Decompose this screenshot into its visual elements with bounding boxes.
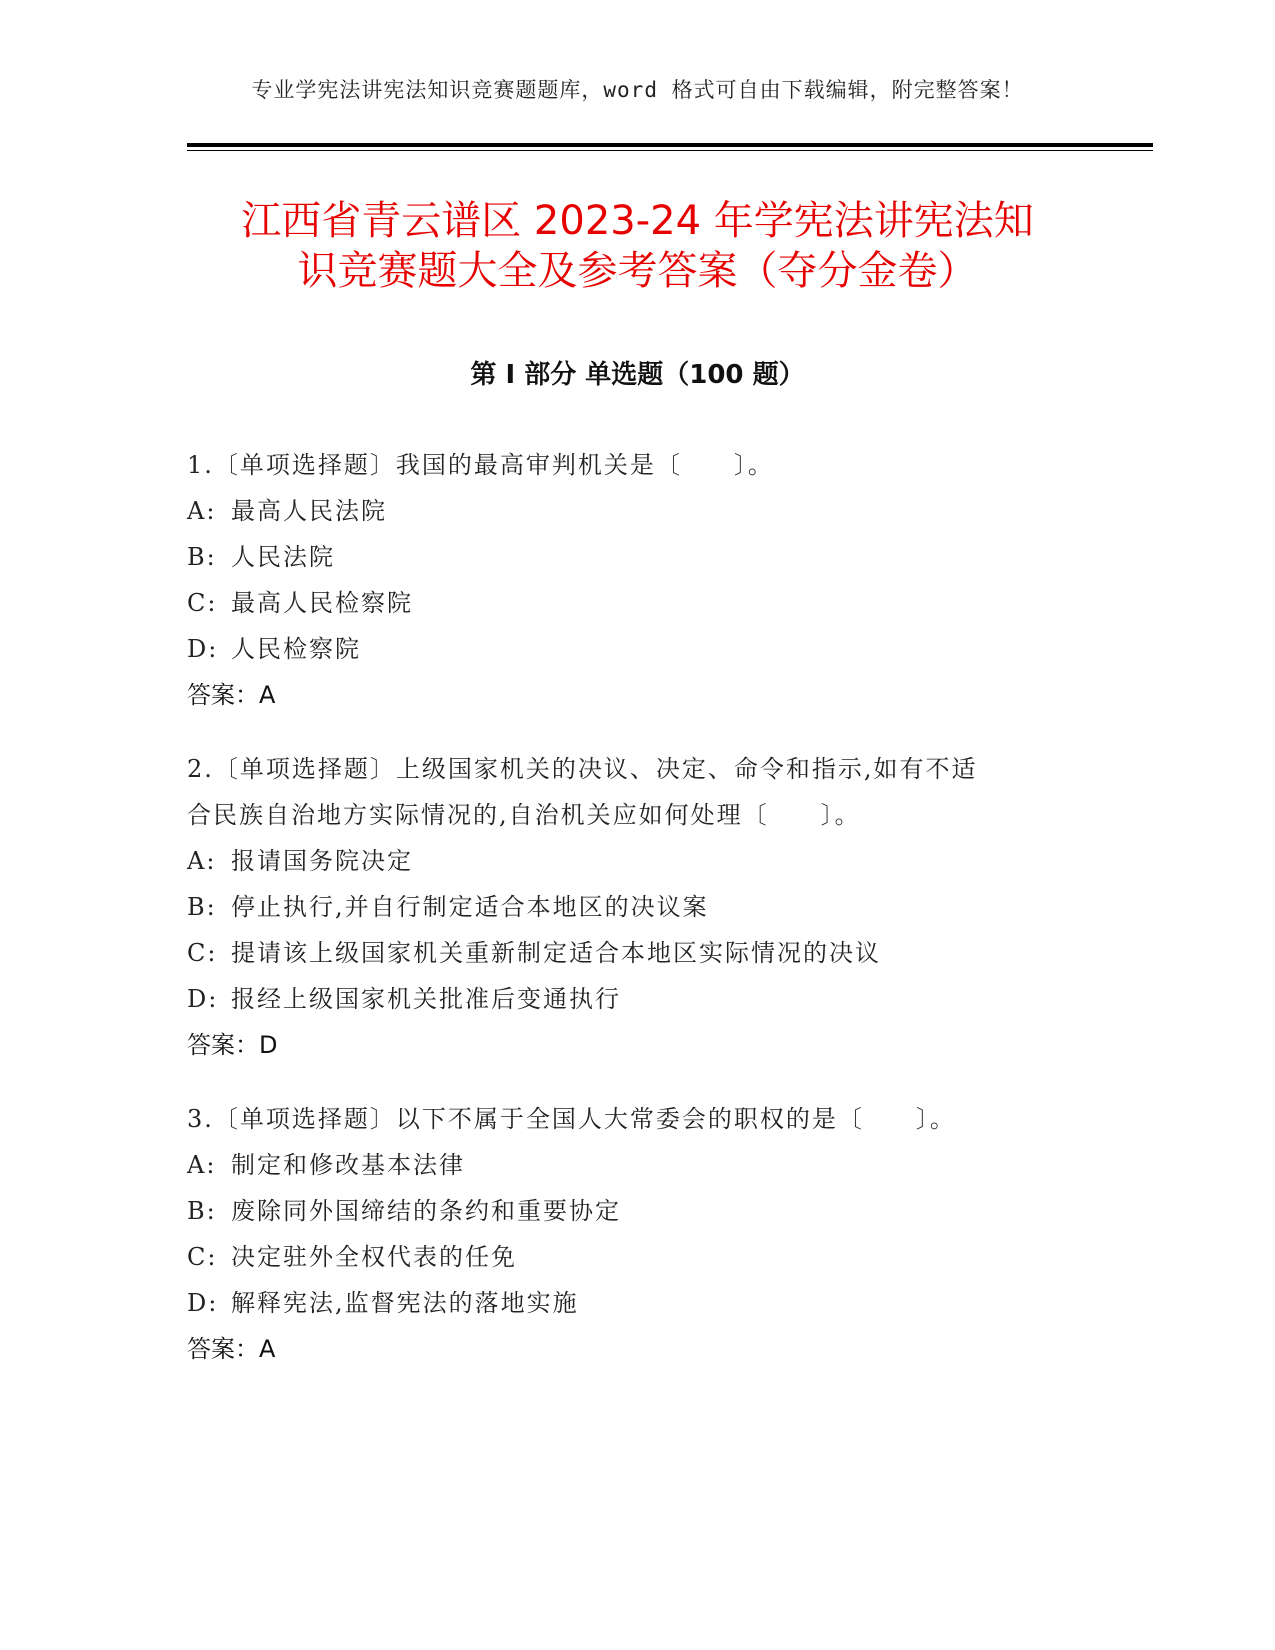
option-b: [187, 534, 1087, 580]
option-d: [187, 976, 1087, 1022]
option-c: [187, 1234, 1087, 1280]
document-title-line-1: 江西省青云谱区 2023-24 年学宪法讲宪法知: [241, 198, 1034, 244]
question-2: [187, 746, 1087, 1068]
option-d: [187, 626, 1087, 672]
option-letter: D:: [187, 1289, 219, 1317]
document-title-line-2: 识竞赛题大全及参考答案（夺分金卷）: [297, 248, 978, 294]
option-text: 最高人民法院: [231, 497, 387, 525]
option-text: 制定和修改基本法律: [231, 1151, 465, 1179]
option-letter: B:: [187, 1197, 217, 1225]
option-b: [187, 884, 1087, 930]
question-stem: 3.〔单项选择题〕以下不属于全国人大常委会的职权的是〔 〕。: [187, 1105, 956, 1133]
option-text: 解释宪法,监督宪法的落地实施: [231, 1289, 579, 1317]
option-text: 人民法院: [231, 543, 335, 571]
option-text: 报经上级国家机关批准后变通执行: [231, 985, 621, 1013]
option-a: [187, 1142, 1087, 1188]
option-letter: A:: [187, 847, 217, 875]
answer: 答案：A: [187, 1335, 276, 1363]
option-text: 废除同外国缔结的条约和重要协定: [231, 1197, 621, 1225]
question-stem: 1.〔单项选择题〕我国的最高审判机关是〔 〕。: [187, 451, 774, 479]
option-letter: D:: [187, 635, 219, 663]
option-letter: D:: [187, 985, 219, 1013]
option-a: [187, 488, 1087, 534]
option-text: 最高人民检察院: [231, 589, 413, 617]
document-title: [0, 196, 1275, 296]
question-1: [187, 442, 1087, 718]
option-letter: C:: [187, 1243, 218, 1271]
header-note: 专业学宪法讲宪法知识竞赛题题库，word 格式可自由下载编辑，附完整答案！: [251, 78, 1024, 102]
question-list: [187, 442, 1087, 1400]
option-letter: B:: [187, 543, 217, 571]
option-text: 人民检察院: [231, 635, 361, 663]
option-text: 报请国务院决定: [231, 847, 413, 875]
header-divider-thin: [187, 150, 1153, 151]
option-letter: C:: [187, 589, 218, 617]
header-divider-thick: [187, 143, 1153, 147]
answer: 答案：A: [187, 681, 276, 709]
option-text: 停止执行,并自行制定适合本地区的决议案: [231, 893, 709, 921]
section-title: 第 I 部分 单选题（100 题）: [470, 360, 805, 390]
option-letter: A:: [187, 497, 217, 525]
option-a: [187, 838, 1087, 884]
question-stem-continued: 合民族自治地方实际情况的,自治机关应如何处理〔 〕。: [187, 801, 861, 829]
option-c: [187, 580, 1087, 626]
option-text: 提请该上级国家机关重新制定适合本地区实际情况的决议: [231, 939, 881, 967]
answer: 答案：D: [187, 1031, 278, 1059]
option-letter: A:: [187, 1151, 217, 1179]
option-text: 决定驻外全权代表的任免: [231, 1243, 517, 1271]
question-3: [187, 1096, 1087, 1372]
option-letter: B:: [187, 893, 217, 921]
option-b: [187, 1188, 1087, 1234]
option-d: [187, 1280, 1087, 1326]
option-letter: C:: [187, 939, 218, 967]
option-c: [187, 930, 1087, 976]
question-stem: 2.〔单项选择题〕上级国家机关的决议、决定、命令和指示,如有不适: [187, 755, 978, 783]
